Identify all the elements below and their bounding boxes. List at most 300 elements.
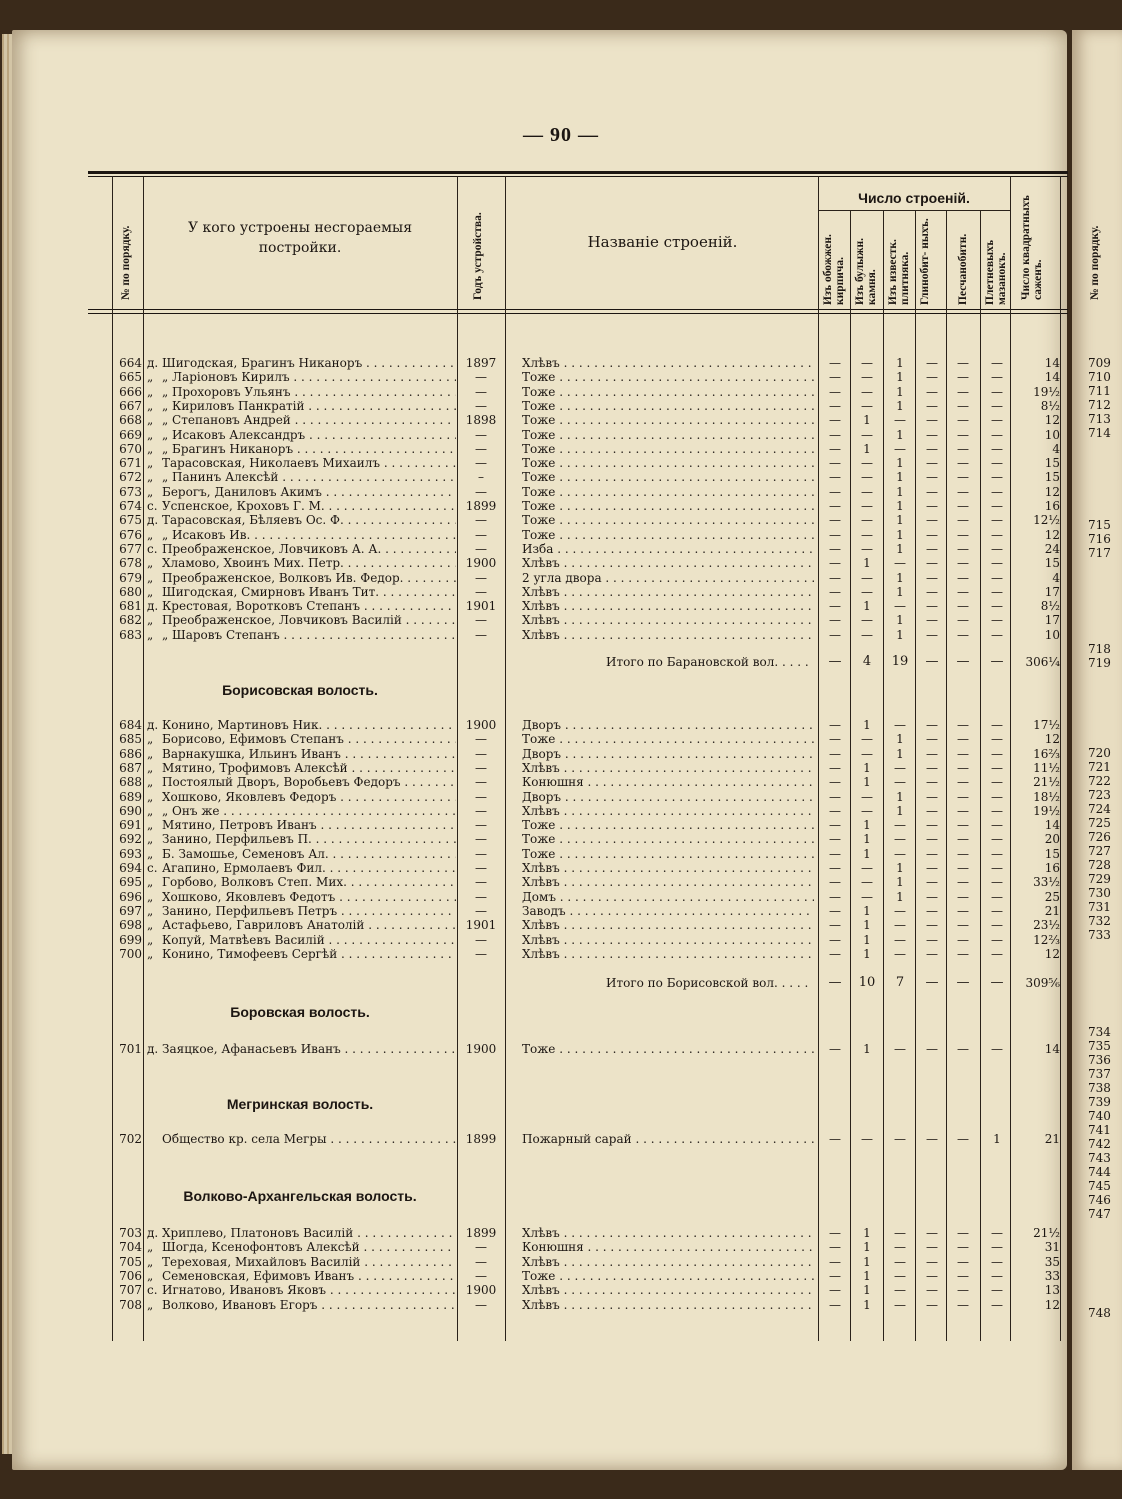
count-cell: 1 — [863, 1042, 871, 1056]
settlement-type: „ — [147, 789, 154, 804]
count-cell: — — [894, 1254, 906, 1269]
table-row — [0, 875, 1070, 889]
building-name: Тоже . . . — [522, 470, 814, 484]
owner-name: Хриплево, Платоновъ Василій . . . — [162, 1226, 456, 1240]
building-name: Заводъ . . . — [522, 904, 814, 918]
owner-name: „ Брагинъ Никаноръ . . . — [162, 442, 456, 456]
year-built: — — [475, 584, 487, 599]
count-cell: — — [829, 932, 841, 947]
count-cell: — — [829, 456, 841, 471]
row-number: 666 — [119, 384, 142, 399]
count-cell: — — [829, 584, 841, 599]
year-built: — — [475, 732, 487, 747]
area-value: 17 — [1044, 613, 1060, 628]
settlement-type: „ — [147, 370, 154, 385]
owner-name: „ Прохоровъ Ульянъ . . . — [162, 385, 456, 399]
area-value: 15 — [1044, 470, 1060, 485]
year-built: — — [475, 746, 487, 761]
count-cell: 1 — [863, 946, 871, 961]
right-row-number: 744 — [1088, 1165, 1111, 1179]
header-rule — [88, 309, 1068, 310]
row-number: 675 — [119, 513, 142, 528]
right-row-number: 715 — [1088, 518, 1111, 532]
owner-name: Горбово, Волковъ Степ. Мих. . . . — [162, 875, 456, 889]
settlement-type: д. — [147, 1226, 159, 1240]
count-cell: — — [829, 370, 841, 385]
count-cell: — — [957, 570, 969, 585]
table-row — [0, 470, 1070, 484]
owner-name: Конино, Мартиновъ Ник. . . . — [162, 718, 456, 732]
row-number: 667 — [119, 398, 142, 413]
count-cell: — — [894, 918, 906, 933]
table-row — [0, 775, 1070, 789]
count-cell: 1 — [993, 1132, 1001, 1146]
year-built: — — [475, 1254, 487, 1269]
building-name: Хлѣвъ . . . — [522, 1298, 814, 1312]
right-row-number: 741 — [1088, 1123, 1111, 1137]
building-name: Хлѣвъ . . . — [522, 761, 814, 775]
header-sub-cobble: Изъ булыжн. камня. — [854, 238, 878, 305]
owner-name: „ Исаковъ Александръ . . . — [162, 428, 456, 442]
count-cell: — — [829, 484, 841, 499]
count-cell: — — [829, 1240, 841, 1255]
count-cell: 1 — [896, 613, 904, 628]
building-name: Тоже . . . — [522, 732, 814, 746]
area-value: 35 — [1044, 1254, 1060, 1269]
area-value: 20 — [1044, 832, 1060, 847]
building-name: Хлѣвъ . . . — [522, 861, 814, 875]
table-row — [0, 599, 1070, 613]
right-row-number: 742 — [1088, 1137, 1111, 1151]
settlement-type: „ — [147, 570, 154, 585]
header-sub-sand: Песчанобитн. — [957, 233, 969, 305]
table-row — [0, 761, 1070, 775]
count-cell: — — [829, 875, 841, 890]
table-row — [0, 1132, 1070, 1146]
right-row-number: 713 — [1088, 412, 1111, 426]
count-cell: — — [829, 818, 841, 833]
table-row — [0, 513, 1070, 527]
count-cell: — — [829, 903, 841, 918]
count-cell: — — [861, 470, 873, 485]
count-cell: — — [957, 818, 969, 833]
year-built: — — [475, 946, 487, 961]
table-row — [0, 832, 1070, 846]
area-value: 12½ — [1033, 513, 1060, 528]
owner-name: Занино, Перфильевъ П. . . . — [162, 832, 456, 846]
top-rule-thin — [88, 176, 1068, 177]
year-built: — — [475, 775, 487, 790]
right-row-number: 721 — [1088, 760, 1111, 774]
row-number: 707 — [119, 1283, 142, 1298]
area-value: 21 — [1044, 1132, 1060, 1146]
row-number: 668 — [119, 413, 142, 428]
settlement-type: „ — [147, 484, 154, 499]
right-row-number: 731 — [1088, 900, 1111, 914]
total-count: — — [828, 654, 842, 669]
count-cell: — — [894, 718, 906, 732]
count-cell: — — [926, 584, 938, 599]
count-cell: — — [991, 556, 1003, 571]
count-cell: — — [991, 1268, 1003, 1283]
count-cell: — — [957, 1132, 969, 1146]
row-number: 693 — [119, 846, 142, 861]
count-cell: — — [957, 861, 969, 875]
count-cell: — — [991, 818, 1003, 833]
count-cell: — — [926, 427, 938, 442]
owner-name: Астафьево, Гавриловъ Анатолій . . . — [162, 918, 456, 932]
owner-name: „ Онъ же . . . — [162, 804, 456, 818]
count-cell: — — [861, 513, 873, 528]
settlement-type: „ — [147, 846, 154, 861]
count-cell: — — [926, 613, 938, 628]
count-cell: — — [957, 775, 969, 790]
count-cell: — — [957, 718, 969, 732]
settlement-type: „ — [147, 775, 154, 790]
count-cell: — — [926, 1132, 938, 1146]
count-cell: — — [829, 398, 841, 413]
count-cell: 1 — [896, 484, 904, 499]
settlement-type: д. — [147, 513, 159, 528]
count-cell: 1 — [863, 1283, 871, 1298]
count-cell: 1 — [863, 1254, 871, 1269]
count-cell: — — [991, 499, 1003, 513]
count-cell: — — [829, 599, 841, 614]
count-cell: 1 — [896, 398, 904, 413]
count-cell: — — [894, 1226, 906, 1240]
count-cell: — — [926, 1283, 938, 1298]
table-row — [0, 585, 1070, 599]
count-cell: — — [861, 875, 873, 890]
right-row-number: 739 — [1088, 1095, 1111, 1109]
right-row-number: 720 — [1088, 746, 1111, 760]
table-row — [0, 890, 1070, 904]
count-cell: — — [861, 499, 873, 513]
area-value: 8½ — [1040, 599, 1060, 614]
count-cell: — — [957, 832, 969, 847]
count-cell: 1 — [896, 584, 904, 599]
right-row-number: 716 — [1088, 532, 1111, 546]
owner-name: Варнакушка, Ильинъ Иванъ . . . — [162, 747, 456, 761]
count-cell: — — [957, 499, 969, 513]
count-cell: — — [926, 1268, 938, 1283]
count-cell: — — [861, 427, 873, 442]
building-name: Конюшня . . . — [522, 775, 814, 789]
area-value: 21½ — [1033, 775, 1060, 790]
count-cell: — — [861, 398, 873, 413]
count-cell: — — [926, 803, 938, 818]
year-built: 1901 — [465, 599, 497, 614]
count-cell: — — [957, 1268, 969, 1283]
count-cell: 1 — [896, 499, 904, 513]
right-row-number: 717 — [1088, 546, 1111, 560]
settlement-type: „ — [147, 470, 154, 485]
table-row — [0, 456, 1070, 470]
count-cell: — — [957, 1042, 969, 1056]
settlement-type: „ — [147, 903, 154, 918]
count-cell: — — [829, 627, 841, 642]
count-cell: — — [957, 541, 969, 556]
count-cell: — — [894, 946, 906, 961]
count-cell: — — [991, 484, 1003, 499]
count-cell: 1 — [863, 832, 871, 847]
owner-name: Копуй, Матвѣевъ Василій . . . — [162, 933, 456, 947]
table-row — [0, 847, 1070, 861]
row-number: 698 — [119, 918, 142, 933]
count-cell: 1 — [863, 903, 871, 918]
header-sub-clay: Глинобит- ныхъ. — [919, 218, 931, 305]
total-count: — — [925, 654, 939, 669]
count-cell: — — [829, 441, 841, 456]
building-name: Изба . . . — [522, 542, 814, 556]
count-cell: — — [861, 613, 873, 628]
count-cell: — — [991, 832, 1003, 847]
count-cell: — — [829, 556, 841, 571]
row-number: 674 — [119, 499, 142, 513]
count-cell: — — [829, 570, 841, 585]
settlement-type: „ — [147, 584, 154, 599]
owner-name: Занино, Перфильевъ Петръ . . . — [162, 904, 456, 918]
count-cell: — — [861, 527, 873, 542]
right-row-number: 745 — [1088, 1179, 1111, 1193]
total-area: 309⅚ — [1025, 976, 1060, 990]
settlement-type: „ — [147, 732, 154, 747]
count-cell: — — [957, 1283, 969, 1298]
count-cell: 1 — [863, 1240, 871, 1255]
count-cell: — — [991, 541, 1003, 556]
header-year: Годъ устройства. — [472, 212, 484, 300]
count-cell: — — [829, 356, 841, 370]
table-row — [0, 1283, 1070, 1297]
count-cell: 1 — [896, 746, 904, 761]
settlement-type: „ — [147, 527, 154, 542]
count-cell: — — [957, 584, 969, 599]
row-number: 673 — [119, 484, 142, 499]
owner-name: Борисово, Ефимовъ Степанъ . . . — [162, 732, 456, 746]
row-number: 695 — [119, 875, 142, 890]
year-built: — — [475, 789, 487, 804]
year-built: — — [475, 889, 487, 904]
count-cell: — — [926, 718, 938, 732]
table-row — [0, 556, 1070, 570]
settlement-type: с. — [147, 861, 158, 875]
count-cell: — — [894, 760, 906, 775]
count-cell: — — [991, 1297, 1003, 1312]
total-count: — — [925, 975, 939, 990]
count-cell: — — [829, 775, 841, 790]
count-cell: — — [926, 775, 938, 790]
count-cell: — — [894, 846, 906, 861]
table-row — [0, 918, 1070, 932]
area-value: 12 — [1044, 527, 1060, 542]
owner-name: Тарасовская, Бѣляевъ Ос. Ф. . . . — [162, 513, 456, 527]
count-cell: — — [957, 427, 969, 442]
count-cell: 1 — [896, 456, 904, 471]
table-row — [0, 1042, 1070, 1056]
section-title: Волково-Архангельская волость. — [183, 1188, 417, 1204]
count-cell: — — [957, 356, 969, 370]
area-value: 25 — [1044, 889, 1060, 904]
settlement-type: „ — [147, 613, 154, 628]
count-cell: — — [926, 356, 938, 370]
table-row — [0, 385, 1070, 399]
area-value: 10 — [1044, 427, 1060, 442]
right-row-number: 709 — [1088, 356, 1111, 370]
header-count-group: Число строеній. — [858, 190, 970, 206]
total-count: 7 — [895, 975, 905, 990]
area-value: 12 — [1044, 484, 1060, 499]
owner-name: Постоялый Дворъ, Воробьевъ Федоръ . . . — [162, 775, 456, 789]
area-value: 31 — [1044, 1240, 1060, 1255]
table-row — [0, 1240, 1070, 1254]
right-row-number: 737 — [1088, 1067, 1111, 1081]
owner-name: „ Кириловъ Панкратій . . . — [162, 399, 456, 413]
year-built: — — [475, 1297, 487, 1312]
area-value: 8½ — [1040, 398, 1060, 413]
count-cell: — — [991, 760, 1003, 775]
row-number: 704 — [119, 1240, 142, 1255]
year-built: 1900 — [465, 718, 497, 732]
count-cell: — — [957, 513, 969, 528]
year-built: — — [475, 627, 487, 642]
row-number: 706 — [119, 1268, 142, 1283]
owner-name: Общество кр. села Мегры . . . — [162, 1132, 456, 1146]
count-cell: 1 — [896, 356, 904, 370]
header-rule-2 — [88, 313, 1068, 314]
area-value: 4 — [1052, 441, 1060, 456]
count-cell: — — [957, 789, 969, 804]
area-value: 14 — [1044, 356, 1060, 370]
count-cell: — — [991, 441, 1003, 456]
owner-name: Б. Замошье, Семеновъ Ал. . . . — [162, 847, 456, 861]
table-row — [0, 861, 1070, 875]
building-name: Тоже . . . — [522, 385, 814, 399]
count-cell: — — [957, 946, 969, 961]
building-name: Конюшня . . . — [522, 1240, 814, 1254]
count-cell: — — [926, 1226, 938, 1240]
owner-name: Преображенское, Волковъ Ив. Федор. . . . — [162, 571, 456, 585]
table-row — [0, 628, 1070, 642]
area-value: 10 — [1044, 627, 1060, 642]
year-built: 1901 — [465, 918, 497, 933]
area-value: 15 — [1044, 556, 1060, 571]
settlement-type: „ — [147, 889, 154, 904]
count-cell: 1 — [863, 718, 871, 732]
count-cell: — — [829, 718, 841, 732]
count-cell: — — [829, 1283, 841, 1298]
count-cell: — — [829, 746, 841, 761]
count-cell: — — [894, 832, 906, 847]
header-building: Названіе строеній. — [587, 233, 738, 251]
count-cell: — — [926, 789, 938, 804]
table-row — [0, 804, 1070, 818]
year-built: 1898 — [465, 413, 497, 428]
right-row-number: 723 — [1088, 788, 1111, 802]
count-cell: — — [829, 427, 841, 442]
count-cell: — — [861, 732, 873, 747]
count-cell: 1 — [863, 760, 871, 775]
count-cell: — — [894, 903, 906, 918]
count-cell: — — [926, 946, 938, 961]
right-row-number: 718 — [1088, 642, 1111, 656]
count-cell: 1 — [896, 570, 904, 585]
count-cell: — — [829, 760, 841, 775]
row-number: 688 — [119, 775, 142, 790]
table-row — [0, 442, 1070, 456]
count-cell: — — [829, 918, 841, 933]
count-cell: — — [991, 513, 1003, 528]
count-cell: — — [926, 889, 938, 904]
table-row — [0, 933, 1070, 947]
building-name: Хлѣвъ . . . — [522, 613, 814, 627]
table-row — [0, 718, 1070, 732]
count-cell: — — [991, 627, 1003, 642]
building-name: Дворъ . . . — [522, 747, 814, 761]
year-built: — — [475, 456, 487, 471]
count-cell: — — [991, 599, 1003, 614]
owner-name: Преображенское, Ловчиковъ А. А. . . . — [162, 542, 456, 556]
row-number: 672 — [119, 470, 142, 485]
total-label: Итого по Барановской вол. . . . — [606, 655, 812, 669]
building-name: Тоже . . . — [522, 499, 814, 513]
count-cell: — — [991, 1240, 1003, 1255]
right-row-number: 729 — [1088, 872, 1111, 886]
count-cell: — — [829, 889, 841, 904]
count-cell: 1 — [896, 861, 904, 875]
building-name: Тоже . . . — [522, 818, 814, 832]
building-name: Хлѣвъ . . . — [522, 875, 814, 889]
count-cell: — — [829, 1268, 841, 1283]
row-number: 665 — [119, 370, 142, 385]
table-row — [0, 428, 1070, 442]
header-sub-brick: Изъ обожжен. кирпича. — [822, 234, 846, 305]
owner-name: Тереховая, Михайловъ Василій . . . — [162, 1255, 456, 1269]
count-cell: — — [991, 775, 1003, 790]
table-row — [0, 1298, 1070, 1312]
count-cell: — — [991, 846, 1003, 861]
count-cell: — — [957, 613, 969, 628]
count-cell: — — [926, 499, 938, 513]
right-row-number: 736 — [1088, 1053, 1111, 1067]
owner-name: Берогъ, Даниловъ Акимъ . . . — [162, 485, 456, 499]
year-built: — — [475, 398, 487, 413]
count-cell: — — [991, 456, 1003, 471]
count-cell: — — [957, 889, 969, 904]
count-cell: — — [991, 732, 1003, 747]
count-cell: 1 — [863, 413, 871, 428]
row-number: 683 — [119, 627, 142, 642]
year-built: 1900 — [465, 556, 497, 571]
table-row — [0, 904, 1070, 918]
area-value: 12⅔ — [1033, 932, 1060, 947]
row-number: 671 — [119, 456, 142, 471]
year-built: — — [475, 513, 487, 528]
owner-name: Мятино, Петровъ Иванъ . . . — [162, 818, 456, 832]
year-built: — — [475, 370, 487, 385]
row-number: 697 — [119, 903, 142, 918]
count-cell: 1 — [863, 1226, 871, 1240]
count-cell: — — [861, 570, 873, 585]
owner-name: „ Шаровъ Степанъ . . . — [162, 628, 456, 642]
count-cell: — — [926, 746, 938, 761]
building-name: Тоже . . . — [522, 413, 814, 427]
count-cell: — — [861, 803, 873, 818]
count-cell: — — [894, 1297, 906, 1312]
total-area: 306¼ — [1025, 655, 1060, 669]
table-row — [0, 413, 1070, 427]
count-cell: 1 — [863, 846, 871, 861]
settlement-type: „ — [147, 818, 154, 833]
